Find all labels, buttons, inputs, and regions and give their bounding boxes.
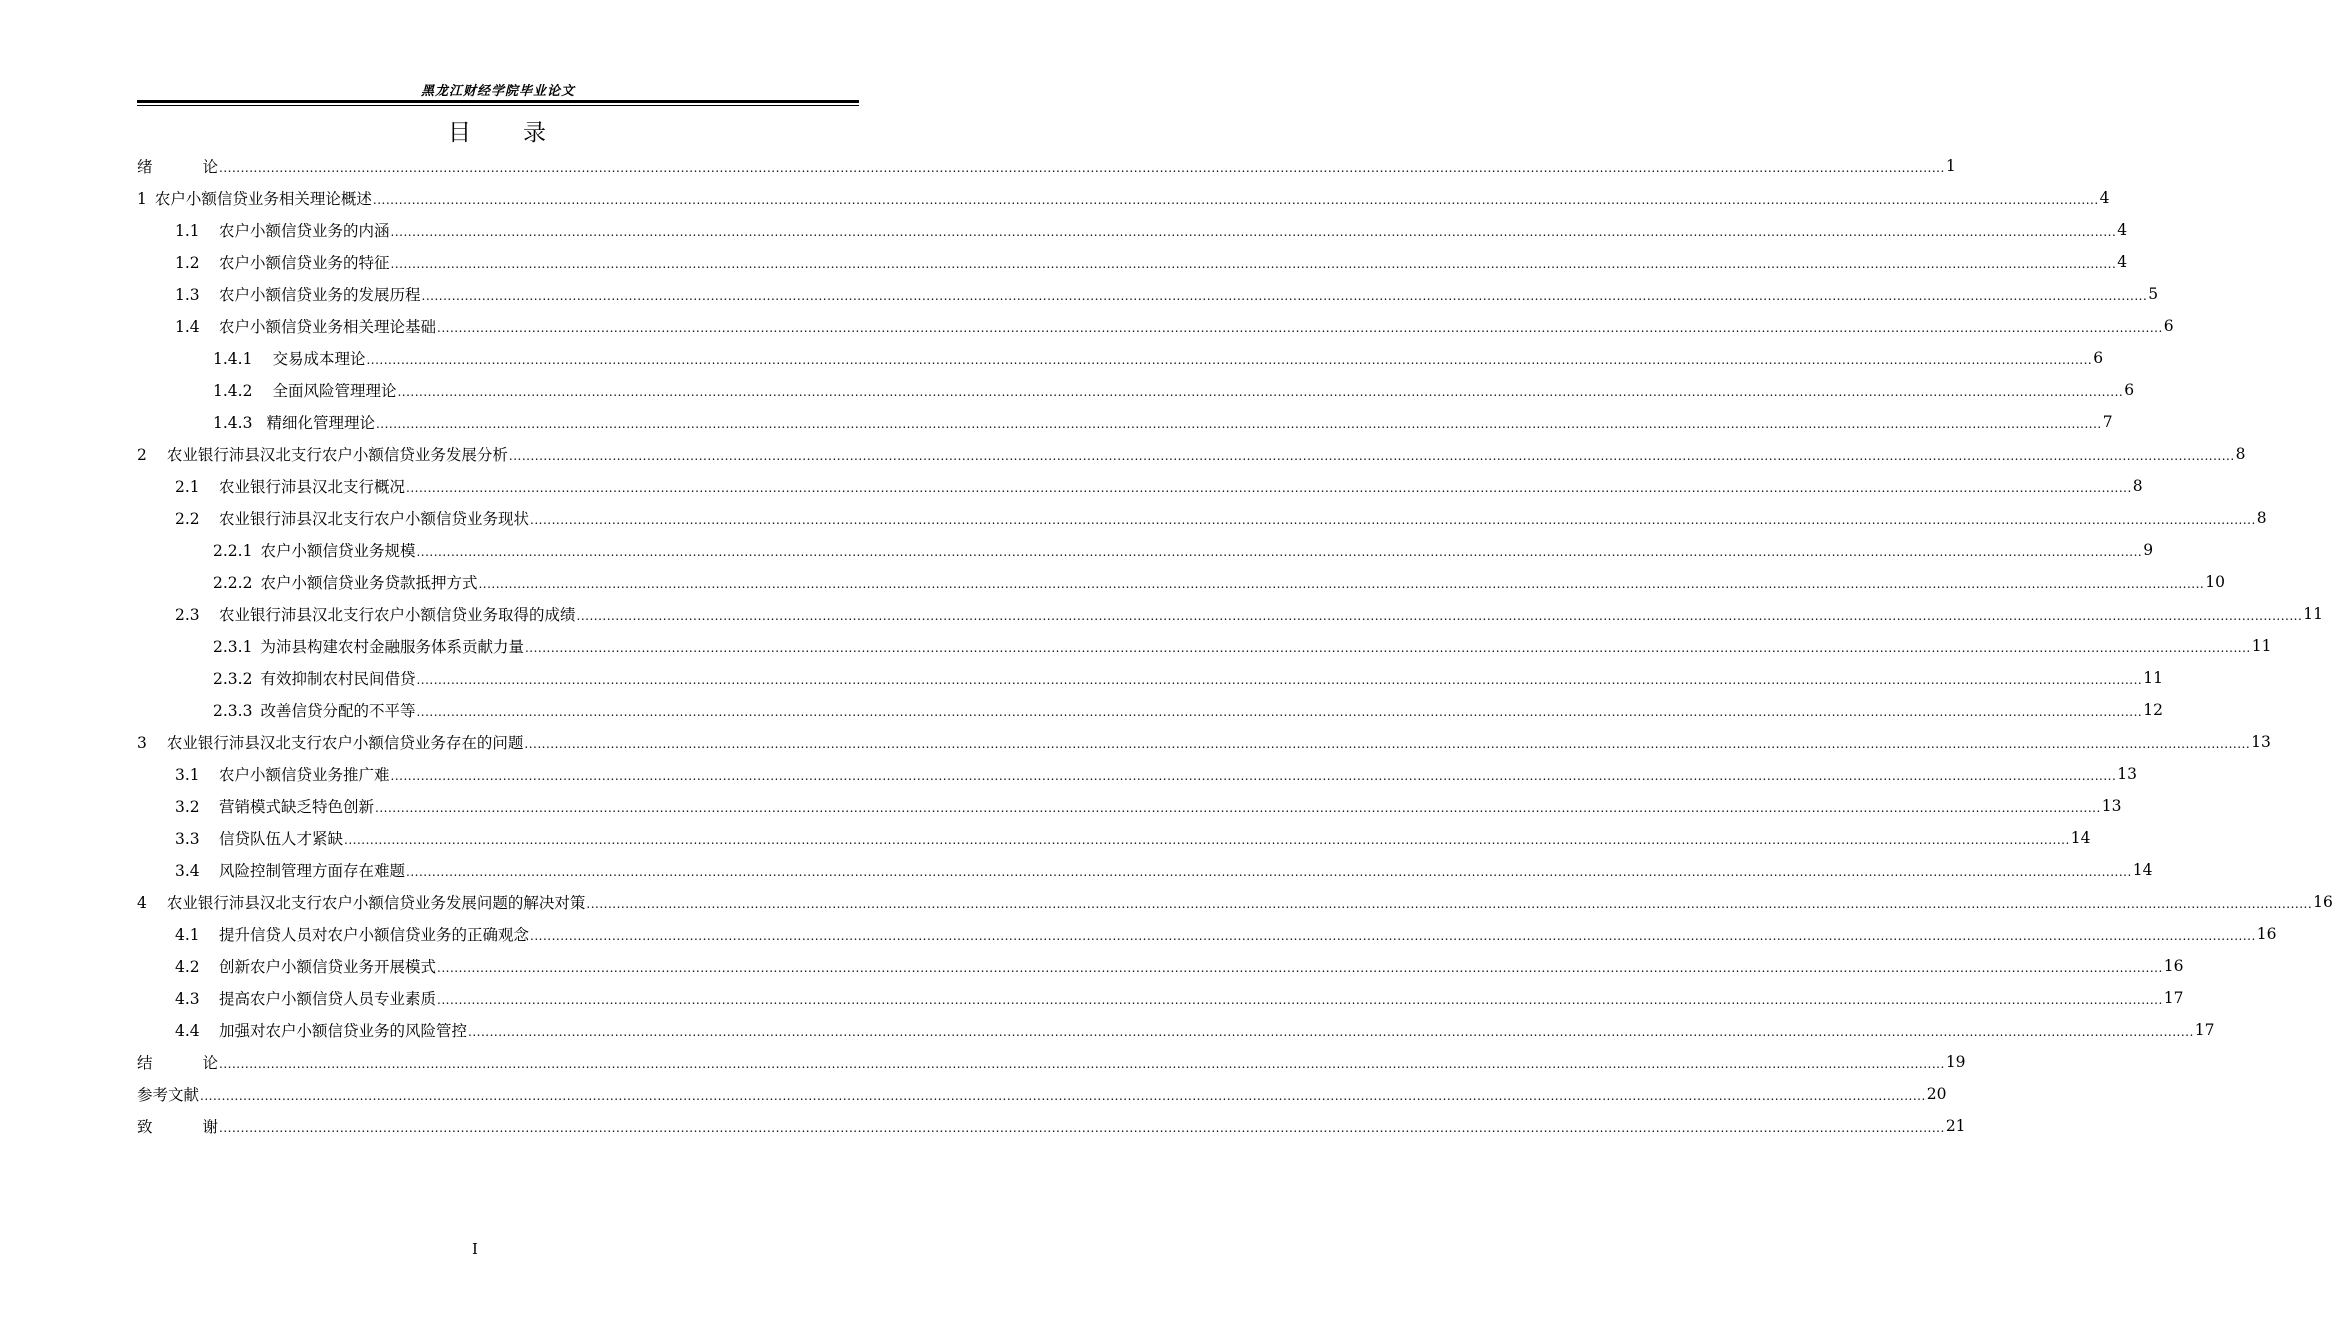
toc-leader-dots: ................................................................................................................................................................................................................................................................................................................................................................................................................ — [530, 513, 2256, 527]
toc-entry-text: 谢 — [202, 1118, 219, 1136]
toc-entry-text: 论 — [202, 1054, 219, 1072]
toc-leader-dots: ................................................................................................................................................................................................................................................................................................................................................................................................................ — [437, 321, 2163, 335]
toc-entry[interactable] — [175, 822, 2091, 854]
toc-entry-text: 提升信贷人员对农户小额信贷业务的正确观念 — [219, 926, 530, 944]
toc-entry-page: 12 — [2143, 701, 2163, 719]
toc-leader-dots: ................................................................................................................................................................................................................................................................................................................................................................................................................ — [219, 161, 1945, 175]
toc-entry-label — [213, 347, 365, 369]
toc-entry-page: 7 — [2102, 413, 2113, 431]
toc-leader-dots: ................................................................................................................................................................................................................................................................................................................................................................................................................ — [468, 1025, 2194, 1039]
toc-entry-page: 16 — [2163, 957, 2184, 975]
toc-entry-text: 营销模式缺乏特色创新 — [219, 798, 375, 816]
toc-entry-text: 提高农户小额信贷人员专业素质 — [219, 990, 437, 1008]
toc-entry-number: 2.3.2 — [213, 670, 253, 688]
toc-entry[interactable] — [175, 470, 2143, 502]
toc-entry-number: 1.4 — [175, 318, 200, 336]
toc-leader-dots: ................................................................................................................................................................................................................................................................................................................................................................................................................ — [421, 289, 2148, 303]
running-header: 黑龙江财经学院毕业论文 — [420, 84, 575, 99]
toc-leader-dots: ................................................................................................................................................................................................................................................................................................................................................................................................................ — [375, 801, 2101, 815]
toc-entry-text: 农户小额信贷业务的发展历程 — [219, 286, 421, 304]
toc-entry[interactable] — [213, 342, 2104, 374]
toc-entry-label — [175, 923, 529, 945]
toc-entry-text: 农户小额信贷业务推广难 — [219, 766, 390, 784]
toc-leader-dots: ................................................................................................................................................................................................................................................................................................................................................................................................................ — [219, 1121, 1945, 1135]
toc-entry-number: 2.2.1 — [213, 542, 253, 560]
toc-entry[interactable] — [213, 630, 2272, 662]
toc-leader-dots: ................................................................................................................................................................................................................................................................................................................................................................................................................ — [344, 833, 2070, 847]
toc-entry-text: 精细化管理理论 — [266, 414, 375, 432]
toc-entry[interactable] — [175, 598, 2324, 630]
toc-entry-number: 1.4.3 — [213, 414, 253, 432]
page-number: I — [472, 1240, 478, 1258]
toc-entry-text: 农业银行沛县汉北支行农户小额信贷业务发展分析 — [166, 446, 508, 464]
toc-entry-number: 2.3.1 — [213, 638, 253, 656]
toc-entry[interactable] — [137, 726, 2271, 758]
toc-entry-label — [137, 1083, 199, 1105]
toc-leader-dots: ................................................................................................................................................................................................................................................................................................................................................................................................................ — [524, 641, 2251, 655]
toc-title-left: 目 — [448, 120, 473, 146]
toc-entry[interactable] — [213, 662, 2163, 694]
toc-entry-page: 8 — [2256, 509, 2267, 527]
toc-entry-text: 全面风险管理理论 — [272, 382, 397, 400]
toc-leader-dots: ................................................................................................................................................................................................................................................................................................................................................................................................................ — [576, 609, 2303, 623]
toc-entry-number: 3.4 — [175, 862, 200, 880]
toc-entry-label — [175, 603, 576, 625]
toc-entry-label — [175, 859, 405, 881]
toc-entry-number: 1.4.1 — [213, 350, 253, 368]
toc-leader-dots: ................................................................................................................................................................................................................................................................................................................................................................................................................ — [586, 897, 2313, 911]
toc-entry-label — [137, 1051, 218, 1073]
toc-leader-dots: ................................................................................................................................................................................................................................................................................................................................................................................................................ — [478, 577, 2205, 591]
toc-entry-label — [175, 827, 343, 849]
toc-entry[interactable] — [137, 150, 1956, 182]
toc-entry[interactable] — [137, 886, 2333, 918]
toc-entry-text: 农业银行沛县汉北支行农户小额信贷业务现状 — [219, 510, 530, 528]
toc-entry-text: 加强对农户小额信贷业务的风险管控 — [219, 1022, 468, 1040]
toc-entry-page: 20 — [1926, 1085, 1947, 1103]
toc-entry[interactable] — [137, 1046, 1966, 1078]
toc-entry[interactable] — [137, 1078, 1947, 1110]
toc-leader-dots: ................................................................................................................................................................................................................................................................................................................................................................................................................ — [375, 417, 2102, 431]
toc-entry-number: 1 — [137, 190, 147, 208]
toc-leader-dots: ................................................................................................................................................................................................................................................................................................................................................................................................................ — [219, 1057, 1945, 1071]
toc-entry[interactable] — [137, 438, 2246, 470]
toc-entry[interactable] — [213, 374, 2135, 406]
toc-leader-dots: ................................................................................................................................................................................................................................................................................................................................................................................................................ — [372, 193, 2099, 207]
toc-entry[interactable] — [175, 950, 2184, 982]
toc-leader-dots: ................................................................................................................................................................................................................................................................................................................................................................................................................ — [390, 225, 2117, 239]
toc-entry[interactable] — [175, 758, 2138, 790]
toc-leader-dots: ................................................................................................................................................................................................................................................................................................................................................................................................................ — [406, 481, 2132, 495]
toc-entry-label — [137, 187, 372, 209]
toc-entry-page: 17 — [2163, 989, 2184, 1007]
toc-entry-text: 农业银行沛县汉北支行概况 — [219, 478, 406, 496]
toc-entry-label — [213, 571, 477, 593]
toc-entry-label — [137, 891, 585, 913]
toc-entry-label — [175, 475, 405, 497]
toc-entry-page: 11 — [2303, 605, 2324, 623]
toc-entry[interactable] — [175, 790, 2122, 822]
toc-entry-page: 9 — [2143, 541, 2154, 559]
toc-entry-text: 农业银行沛县汉北支行农户小额信贷业务取得的成绩 — [219, 606, 576, 624]
toc-entry-page: 5 — [2148, 285, 2159, 303]
toc-entry-text: 农户小额信贷业务相关理论概述 — [154, 190, 372, 208]
toc-entry-page: 14 — [2132, 861, 2153, 879]
toc-entry-number: 3.3 — [175, 830, 200, 848]
toc-leader-dots: ................................................................................................................................................................................................................................................................................................................................................................................................................ — [200, 1089, 1926, 1103]
toc-entry[interactable] — [175, 1014, 2215, 1046]
toc-entry-number: 4.3 — [175, 990, 200, 1008]
toc-entry-number: 3 — [137, 734, 147, 752]
toc-entry-label — [175, 219, 390, 241]
toc-entry-text: 创新农户小额信贷业务开展模式 — [219, 958, 437, 976]
toc-entry-label — [175, 251, 390, 273]
toc-entry-text: 农户小额信贷业务的特征 — [219, 254, 390, 272]
toc-title-right: 录 — [523, 120, 548, 146]
toc-entry-label — [213, 539, 415, 561]
toc-entry-label — [175, 507, 529, 529]
toc-entry-number: 2.3 — [175, 606, 200, 624]
toc-entry-page: 6 — [2124, 381, 2135, 399]
toc-entry-label — [137, 731, 523, 753]
toc-entry[interactable] — [213, 694, 2163, 726]
toc-entry-text: 信贷队伍人才紧缺 — [219, 830, 344, 848]
toc-entry-text: 交易成本理论 — [272, 350, 366, 368]
toc-entry-label — [175, 315, 436, 337]
toc-entry-page: 16 — [2256, 925, 2277, 943]
toc-entry-page: 14 — [2070, 829, 2091, 847]
toc-entry[interactable] — [175, 246, 2128, 278]
toc-entry-text: 风险控制管理方面存在难题 — [219, 862, 406, 880]
toc-entry-page: 8 — [2235, 445, 2246, 463]
toc-entry-number: 2.1 — [175, 478, 200, 496]
toc-entry-text: 农业银行沛县汉北支行农户小额信贷业务存在的问题 — [166, 734, 524, 752]
toc-entry[interactable] — [175, 854, 2153, 886]
toc-entry-number: 3.2 — [175, 798, 200, 816]
toc-entry-number: 4.2 — [175, 958, 200, 976]
toc-leader-dots: ................................................................................................................................................................................................................................................................................................................................................................................................................ — [390, 769, 2117, 783]
toc-entry-number: 2.2 — [175, 510, 200, 528]
toc-entry[interactable] — [213, 406, 2113, 438]
toc-entry[interactable] — [175, 310, 2174, 342]
toc-leader-dots: ................................................................................................................................................................................................................................................................................................................................................................................................................ — [508, 449, 2235, 463]
toc-entry[interactable] — [175, 502, 2267, 534]
toc-leader-dots: ................................................................................................................................................................................................................................................................................................................................................................................................................ — [416, 673, 2143, 687]
toc-entry-label — [137, 155, 218, 177]
toc-entry-text: 农户小额信贷业务的内涵 — [219, 222, 390, 240]
toc-entry-text: 论 — [202, 158, 219, 176]
toc-entry[interactable] — [175, 278, 2159, 310]
toc-entry-text: 为沛县构建农村金融服务体系贡献力量 — [260, 638, 524, 656]
toc-entry-page: 13 — [2117, 765, 2138, 783]
toc-entry-page: 8 — [2132, 477, 2143, 495]
toc-entry-text: 改善信贷分配的不平等 — [260, 702, 416, 720]
toc-entry-number: 4.1 — [175, 926, 200, 944]
toc-entry-label — [213, 379, 396, 401]
toc-entry-label — [213, 667, 415, 689]
toc-entry[interactable] — [137, 1110, 1966, 1142]
toc-entry-text: 农户小额信贷业务贷款抵押方式 — [260, 574, 478, 592]
toc-entry-number: 1.3 — [175, 286, 200, 304]
toc-entry-text: 农业银行沛县汉北支行农户小额信贷业务发展问题的解决对策 — [166, 894, 586, 912]
toc-entry-number: 绪 — [137, 158, 153, 176]
toc-entry-number: 致 — [137, 1118, 153, 1136]
toc-leader-dots: ................................................................................................................................................................................................................................................................................................................................................................................................................ — [416, 545, 2143, 559]
toc-entry-page: 6 — [2163, 317, 2174, 335]
toc-entry-text: 农户小额信贷业务规模 — [260, 542, 416, 560]
toc-entry-number: 参考文献 — [137, 1086, 200, 1104]
toc-leader-dots: ................................................................................................................................................................................................................................................................................................................................................................................................................ — [366, 353, 2093, 367]
toc-entry-label — [213, 411, 375, 433]
toc-entry-page: 1 — [1945, 157, 1956, 175]
toc-entry-page: 11 — [2143, 669, 2163, 687]
toc-entry[interactable] — [213, 534, 2154, 566]
toc-entry[interactable] — [213, 566, 2225, 598]
toc-entry-number: 3.1 — [175, 766, 200, 784]
toc-entry-label — [175, 987, 436, 1009]
toc-entry-page: 21 — [1945, 1117, 1966, 1135]
toc-entry-label — [175, 795, 374, 817]
toc-entry-number: 1.4.2 — [213, 382, 253, 400]
toc-entry[interactable] — [175, 918, 2277, 950]
toc-entry-label — [175, 283, 421, 305]
toc-entry-page: 19 — [1945, 1053, 1966, 1071]
toc-leader-dots: ................................................................................................................................................................................................................................................................................................................................................................................................................ — [416, 705, 2143, 719]
toc-entry-number: 2 — [137, 446, 147, 464]
toc-entry-page: 4 — [2117, 253, 2128, 271]
header-rule-thick — [137, 100, 859, 103]
toc-entry-number: 结 — [137, 1054, 153, 1072]
toc-entry[interactable] — [137, 182, 2110, 214]
toc-entry-page: 16 — [2313, 893, 2333, 911]
header-rule-thin — [137, 105, 859, 106]
toc-entry-label — [213, 699, 415, 721]
toc-entry-page: 4 — [2099, 189, 2110, 207]
toc-entry-page: 10 — [2205, 573, 2225, 591]
toc-entry-number: 2.3.3 — [213, 702, 253, 720]
toc-leader-dots: ................................................................................................................................................................................................................................................................................................................................................................................................................ — [406, 865, 2132, 879]
toc-entry-label — [137, 1115, 218, 1137]
toc-leader-dots: ................................................................................................................................................................................................................................................................................................................................................................................................................ — [397, 385, 2124, 399]
toc-title — [137, 114, 859, 147]
toc-entry-label — [175, 763, 390, 785]
toc-entry-label — [175, 955, 436, 977]
toc-leader-dots: ................................................................................................................................................................................................................................................................................................................................................................................................................ — [530, 929, 2256, 943]
toc-entry[interactable] — [175, 214, 2128, 246]
toc-entry-number: 4.4 — [175, 1022, 200, 1040]
toc-leader-dots: ................................................................................................................................................................................................................................................................................................................................................................................................................ — [524, 737, 2251, 751]
toc-entry-text: 农户小额信贷业务相关理论基础 — [219, 318, 437, 336]
toc-entry-page: 4 — [2117, 221, 2128, 239]
toc-entry-number: 1.1 — [175, 222, 200, 240]
toc-leader-dots: ................................................................................................................................................................................................................................................................................................................................................................................................................ — [390, 257, 2117, 271]
toc-leader-dots: ................................................................................................................................................................................................................................................................................................................................................................................................................ — [437, 993, 2163, 1007]
toc-entry-page: 17 — [2194, 1021, 2215, 1039]
toc-entry-number: 1.2 — [175, 254, 200, 272]
toc-entry[interactable] — [175, 982, 2184, 1014]
toc-entry-page: 11 — [2251, 637, 2272, 655]
toc-entry-number: 4 — [137, 894, 147, 912]
toc-entry-page: 6 — [2093, 349, 2104, 367]
toc-entry-label — [213, 635, 524, 657]
toc-entry-page: 13 — [2251, 733, 2271, 751]
toc-entry-number: 2.2.2 — [213, 574, 253, 592]
toc-entry-label — [137, 443, 508, 465]
toc-entry-text: 有效抑制农村民间借贷 — [260, 670, 416, 688]
toc-entry-page: 13 — [2101, 797, 2122, 815]
toc-entry-label — [175, 1019, 467, 1041]
toc-leader-dots: ................................................................................................................................................................................................................................................................................................................................................................................................................ — [437, 961, 2163, 975]
